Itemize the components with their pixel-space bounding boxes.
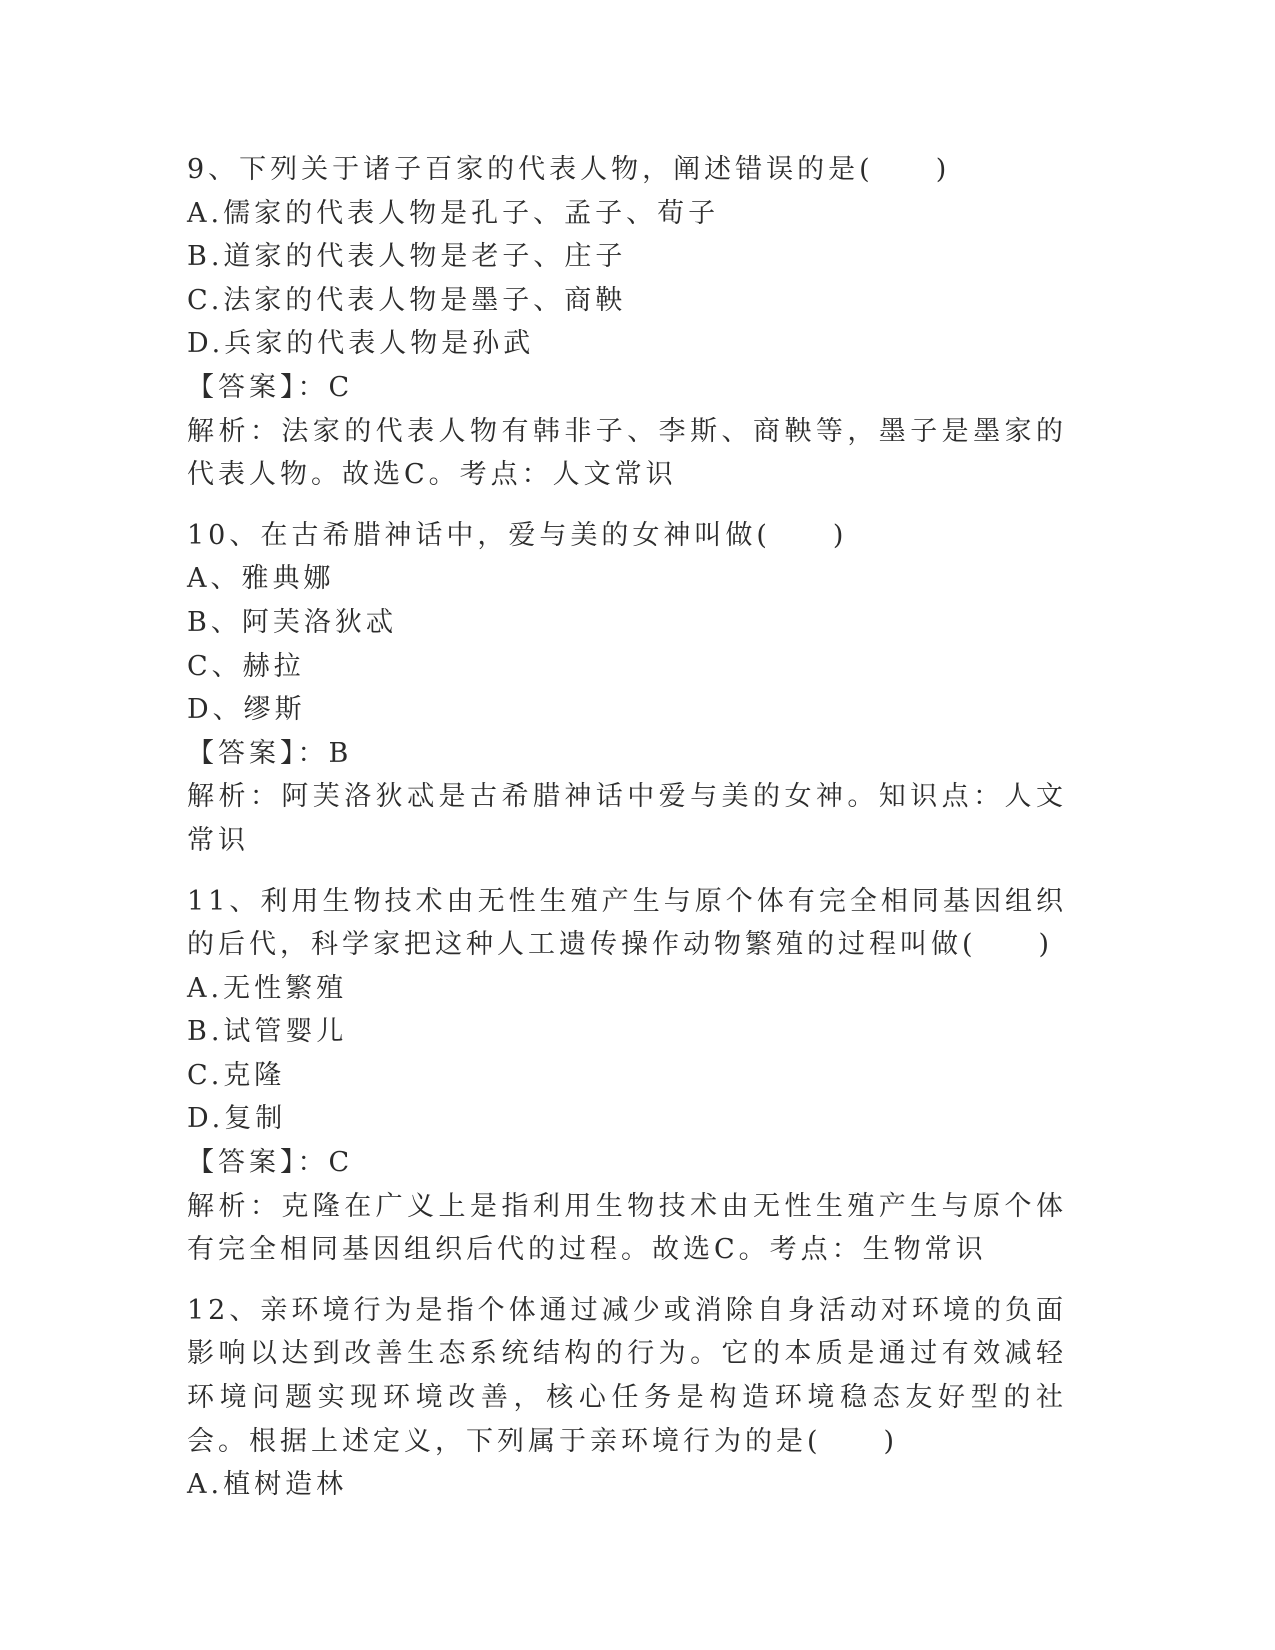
option-c: C、赫拉: [187, 650, 305, 682]
question-stem: 9、下列关于诸子百家的代表人物，阐述错误的是( ): [187, 154, 951, 185]
option-a: A.植树造林: [187, 1469, 348, 1501]
option-c: C.克隆: [187, 1059, 286, 1091]
option-b: B.道家的代表人物是老子、庄子: [187, 241, 627, 273]
question-9: [187, 148, 1067, 497]
analysis-text: 解析：克隆在广义上是指利用生物技术由无性生殖产生与原个体有完全相同基因组织后代的过程。故选C。考点：生物常识: [187, 1190, 1067, 1266]
option-c: C.法家的代表人物是墨子、商鞅: [187, 284, 627, 316]
option-d: D.复制: [187, 1103, 287, 1135]
answer-line: 【答案】：C: [187, 371, 354, 403]
question-10: [187, 514, 1067, 863]
question-12: [187, 1289, 1067, 1507]
option-a: A、雅典娜: [187, 563, 335, 595]
option-a: A.无性繁殖: [187, 972, 348, 1004]
question-11: [187, 880, 1067, 1272]
answer-line: 【答案】：B: [187, 737, 353, 769]
question-stem: 12、亲环境行为是指个体通过减少或消除自身活动对环境的负面影响以达到改善生态系统结构的行为。它的本质是通过有效减轻环境问题实现环境改善，核心任务是构造环境稳态友好型的社会。根据上述定义，下列属于亲环境行为的是( ): [187, 1294, 1067, 1457]
option-b: B.试管婴儿: [187, 1016, 348, 1048]
question-stem: 10、在古希腊神话中，爱与美的女神叫做( ): [187, 519, 848, 551]
question-stem: 11、利用生物技术由无性生殖产生与原个体有完全相同基因组织的后代，科学家把这种人工遗传操作动物繁殖的过程叫做( ): [187, 885, 1067, 961]
answer-line: 【答案】：C: [187, 1147, 354, 1179]
document-content: [187, 148, 1067, 1524]
option-a: A.儒家的代表人物是孔子、孟子、荀子: [187, 197, 720, 229]
option-d: D、缪斯: [187, 694, 306, 726]
analysis-text: 解析：法家的代表人物有韩非子、李斯、商鞅等，墨子是墨家的代表人物。故选C。考点：人文常识: [187, 415, 1067, 491]
option-d: D.兵家的代表人物是孙武: [187, 328, 535, 360]
analysis-text: 解析：阿芙洛狄忒是古希腊神话中爱与美的女神。知识点：人文常识: [187, 781, 1067, 856]
option-b: B、阿芙洛狄忒: [187, 606, 397, 638]
